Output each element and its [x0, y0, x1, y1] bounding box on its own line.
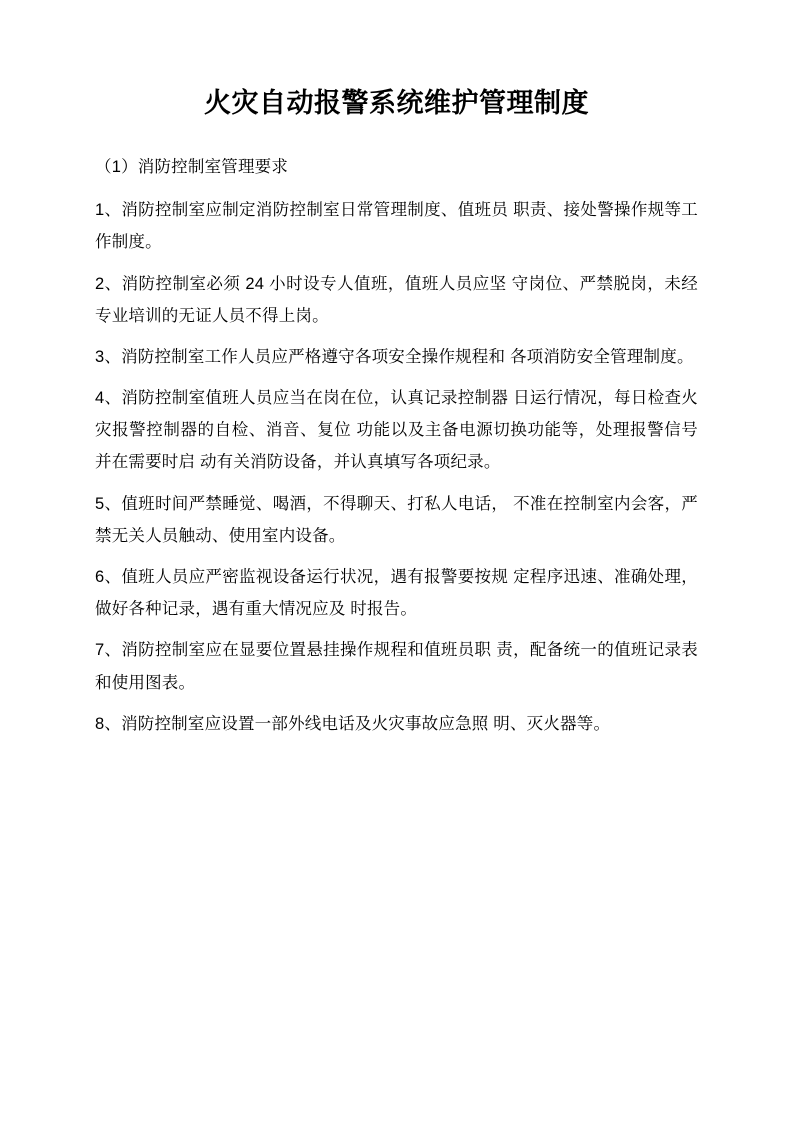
paragraph-2: 2、消防控制室必须 24 小时设专人值班，值班人员应坚 守岗位、严禁脱岗，未经专业培训的无证人员不得上岗。 [95, 274, 698, 325]
page-title: 火灾自动报警系统维护管理制度 [204, 88, 589, 118]
document-body [95, 151, 698, 740]
section-heading: （1）消防控制室管理要求 [95, 158, 289, 177]
paragraph-5: 5、值班时间严禁睡觉、喝酒，不得聊天、打私人电话， 不准在控制室内会客，严禁无关人员触动、使用室内设备。 [95, 494, 698, 545]
paragraph-7: 7、消防控制室应在显要位置悬挂操作规程和值班员职 责，配备统一的值班记录表和使用图表。 [95, 641, 698, 692]
paragraph-3: 3、消防控制室工作人员应严格遵守各项安全操作规程和 各项消防安全管理制度。 [95, 347, 694, 366]
paragraph-6: 6、值班人员应严密监视设备运行状况，遇有报警要按规 定程序迅速、准确处理，做好各种记录，遇有重大情况应及 时报告。 [95, 567, 698, 619]
paragraph-1: 1、消防控制室应制定消防控制室日常管理制度、值班员 职责、接处警操作规等工作制度。 [95, 201, 698, 252]
paragraph-4: 4、消防控制室值班人员应当在岗在位，认真记录控制器 日运行情况，每日检查火灾报警控制器的自检、消音、复位 功能以及主备电源切换功能等，处理报警信号并在需要时启 动有关消防设备，并认真填写各项纪录。 [95, 389, 698, 472]
paragraph-8: 8、消防控制室应设置一部外线电话及火灾事故应急照 明、灭火器等。 [95, 714, 611, 733]
